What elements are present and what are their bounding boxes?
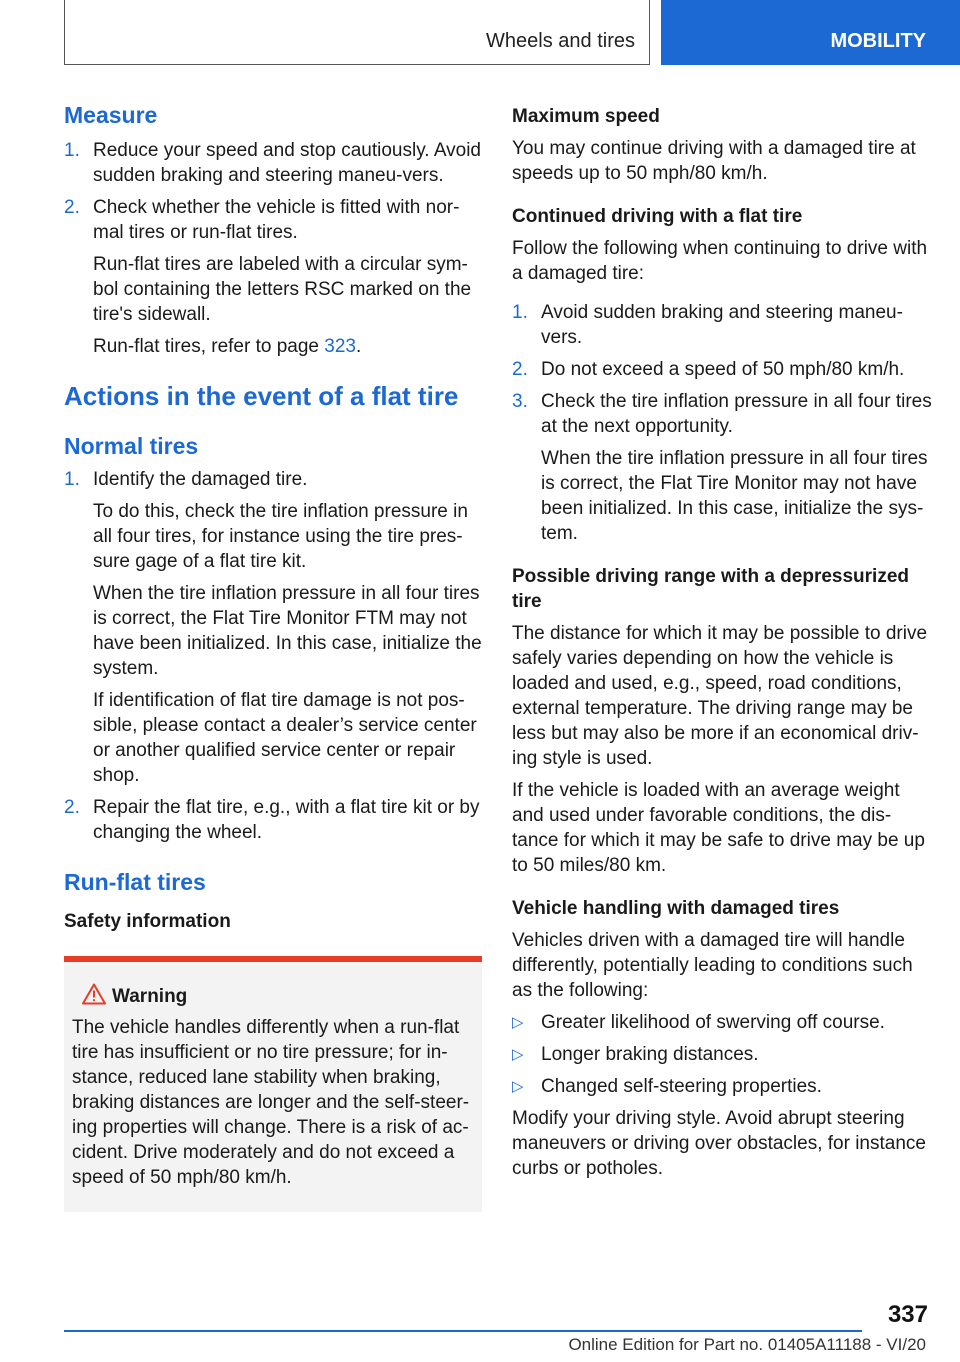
header-section-box (64, 0, 650, 65)
vehicle-handling-heading: Vehicle handling with damaged tires (512, 898, 840, 919)
driving-range-text-2: If the vehicle is loaded with an average weight and used under favorable conditions, the dis-tance for which it may be safe to drive may be up to 50 miles/80 km. (512, 780, 925, 876)
handling-bullet: ▷ Changed self-steering properties. (512, 1076, 822, 1097)
triangle-bullet-icon: ▷ (512, 1078, 524, 1095)
header-tab-mobility[interactable] (661, 0, 960, 65)
continued-step-3 (512, 389, 932, 546)
max-speed-heading: Maximum speed (512, 106, 660, 127)
step-text: Do not exceed a speed of 50 mph/80 km/h. (541, 359, 905, 380)
driving-range-heading: Possible driving range with a depressurized tire (512, 566, 909, 612)
continued-step-2 (512, 357, 932, 382)
actions-heading: Actions in the event of a flat tire (64, 381, 459, 411)
footer-edition: Online Edition for Part no. 01405A11188 - VI/20 (568, 1335, 926, 1354)
continued-driving-text: Follow the following when continuing to drive with a damaged tire: (512, 238, 928, 284)
step-number: 3. (512, 391, 528, 412)
driving-range-text-1: The distance for which it may be possible to drive safely varies depending on how the vehicle is loaded and used, e.g., speed, road conditions, external temperature. The driving range may be less but may also be more if an economical driv-ing style is used. (512, 623, 928, 769)
header-section-title: Wheels and tires (486, 30, 635, 52)
measure-step-1 (64, 138, 482, 188)
step-text: When the tire inflation pressure in all four tires is correct, the Flat Tire Monitor FTM may not have been initialized. In this case, initialize the system. (93, 583, 482, 679)
step-number: 1. (512, 302, 528, 323)
step-number: 2. (64, 197, 80, 218)
page-number: 337 (887, 1301, 928, 1328)
warning-text: The vehicle handles differently when a run-flat tire has insufficient or no tire pressure; for in-stance, reduced lane stability when braking, braking distances are longer and the self-steer-ing properties will change. There is a risk of ac-cident. Drive moderately and do not exceed a speed of 50 mph/80 km/h. (72, 1017, 470, 1188)
continued-step-1 (512, 300, 932, 350)
step-number: 1. (64, 140, 80, 161)
right-column (512, 100, 932, 1181)
step-text: Check whether the vehicle is fitted with nor-mal tires or run-flat tires. (93, 197, 460, 243)
handling-bullet: ▷ Longer braking distances. (512, 1044, 759, 1065)
normal-step-1 (64, 467, 482, 788)
step-text: Reduce your speed and stop cautiously. Avoid sudden braking and steering maneu-vers. (93, 140, 481, 186)
header-tab-label: MOBILITY (830, 30, 926, 52)
step-text: If identification of flat tire damage is not pos-sible, please contact a dealer’s service center or another qualified service center or repair shop. (93, 690, 477, 786)
measure-step-2 (64, 195, 482, 359)
normal-steps (64, 467, 482, 845)
closing-text: Modify your driving style. Avoid abrupt steering maneuvers or driving over obstacles, for instance curbs or potholes. (512, 1108, 926, 1179)
warning-box (64, 956, 482, 1212)
step-text: Avoid sudden braking and steering maneu-vers. (541, 302, 903, 348)
max-speed-text: You may continue driving with a damaged tire at speeds up to 50 mph/80 km/h. (512, 138, 916, 184)
page-reference: Run-flat tires, refer to page 323. (93, 336, 362, 357)
footer-divider (64, 1330, 862, 1332)
step-text: Check the tire inflation pressure in all four tires at the next opportunity. (541, 391, 932, 437)
page-header (0, 0, 960, 66)
measure-heading: Measure (64, 102, 158, 128)
left-column (64, 100, 482, 1212)
step-text: Run-flat tires are labeled with a circular sym-bol containing the letters RSC marked on the tire's sidewall. (93, 254, 472, 325)
step-number: 2. (512, 359, 528, 380)
step-text: To do this, check the tire inflation pressure in all four tires, for instance using the tire pres-sure gage of a flat tire kit. (93, 501, 468, 572)
continued-steps (512, 300, 932, 546)
warning-triangle-icon (82, 983, 106, 1005)
handling-bullet: ▷ Greater likelihood of swerving off course. (512, 1012, 885, 1033)
warning-title: Warning (72, 984, 474, 1009)
continued-driving-heading: Continued driving with a flat tire (512, 206, 803, 227)
handling-bullets (512, 1010, 932, 1099)
safety-info-heading: Safety information (64, 911, 231, 932)
step-number: 2. (64, 797, 80, 818)
step-text: Repair the flat tire, e.g., with a flat tire kit or by changing the wheel. (93, 797, 480, 843)
measure-steps (64, 138, 482, 359)
triangle-bullet-icon: ▷ (512, 1014, 524, 1031)
run-flat-heading: Run-flat tires (64, 869, 206, 895)
normal-step-2 (64, 795, 482, 845)
vehicle-handling-text: Vehicles driven with a damaged tire will handle differently, potentially leading to conditions such as the following: (512, 930, 913, 1001)
step-number: 1. (64, 469, 80, 490)
page-link-323[interactable]: 323 (324, 336, 356, 357)
step-text: When the tire inflation pressure in all four tires is correct, the Flat Tire Monitor may not have been initialized. In this case, initialize the sys-tem. (541, 448, 928, 544)
step-text: Identify the damaged tire. (93, 469, 308, 490)
triangle-bullet-icon: ▷ (512, 1046, 524, 1063)
normal-tires-heading: Normal tires (64, 433, 199, 459)
